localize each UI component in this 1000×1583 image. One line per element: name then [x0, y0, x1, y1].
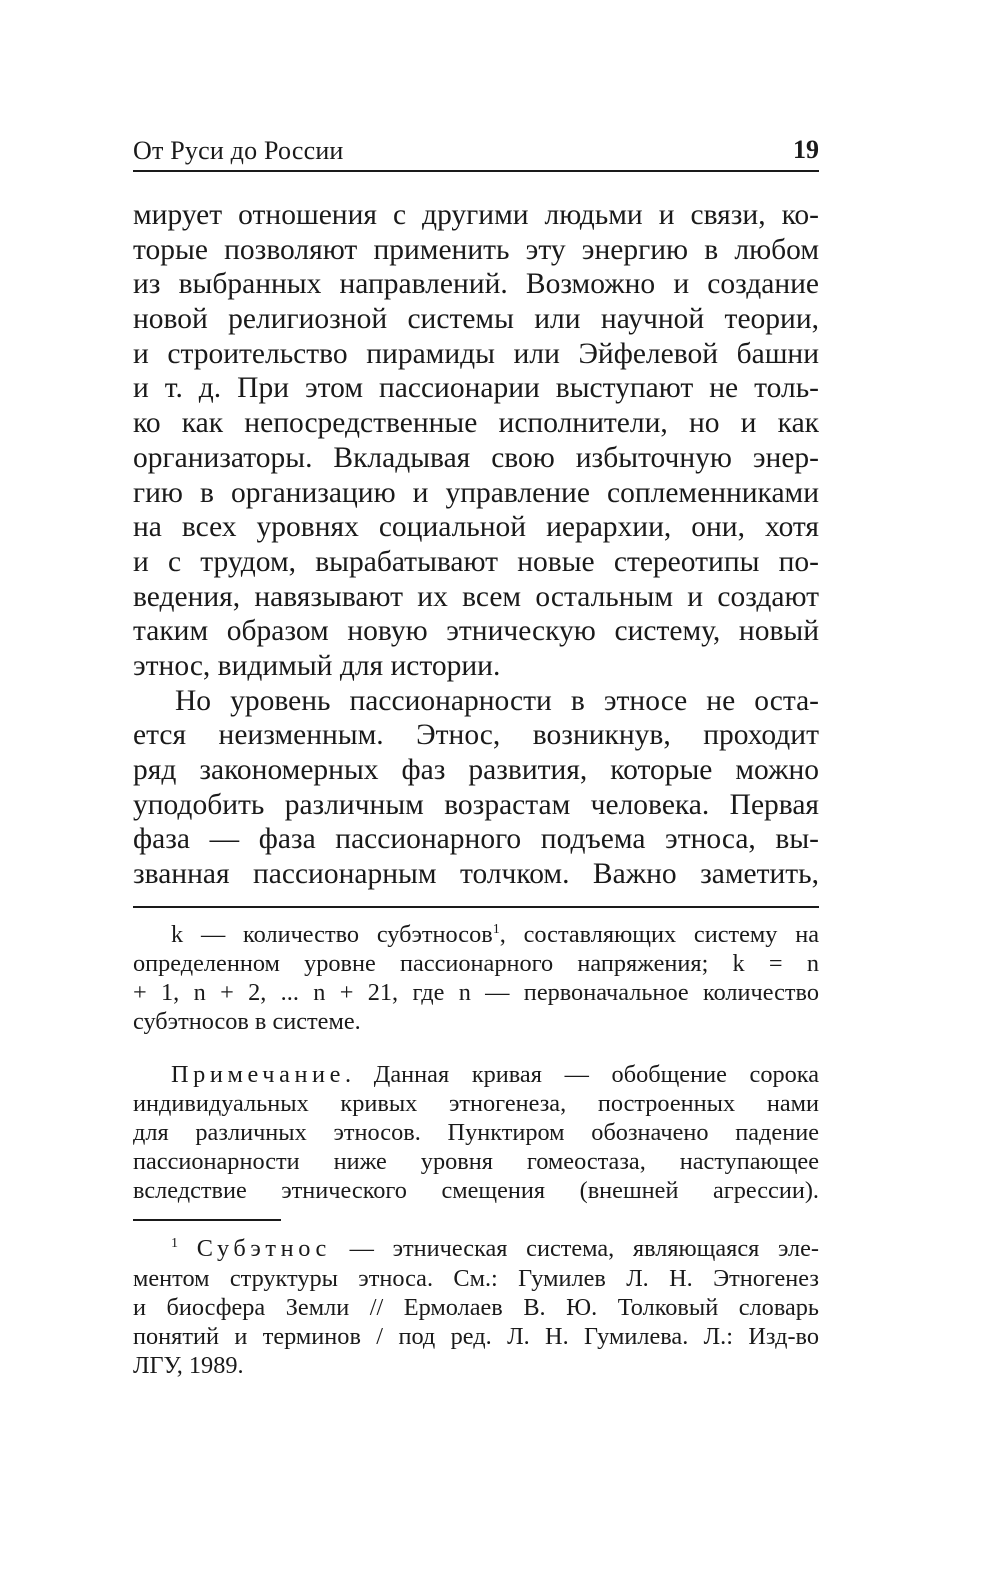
page-number: 19 — [793, 135, 819, 164]
text-line: таким образом новую этническую систему, новый — [133, 615, 819, 648]
body-text — [133, 198, 819, 892]
footnote-line: и биосфера Земли // Ермолаев В. Ю. Толковый словарь — [133, 1293, 819, 1321]
figure-note — [133, 1060, 819, 1206]
note-text: . Данная кривая — обобщение сорока — [345, 1060, 819, 1088]
text-line: и строительство пирамиды или Эйфелевой башни — [133, 337, 819, 370]
text-line: званная пассионарным толчком. Важно заметить, — [133, 858, 819, 891]
text-line: на всех уровнях социальной иерархии, они, хотя — [133, 511, 819, 544]
text-line: этнос, видимый для истории. — [133, 649, 501, 682]
footnote-term: Субэтнос — [196, 1235, 331, 1263]
footnote-line: ЛГУ, 1989. — [133, 1352, 244, 1380]
paragraph-first-line: Но уровень пассионарности в этносе не оста- — [175, 684, 819, 717]
footnote-marker: 1 — [171, 1235, 179, 1252]
text-line: фаза — фаза пассионарного подъема этноса, вы- — [133, 823, 819, 856]
note-line: индивидуальных кривых этногенеза, построенных нами — [133, 1089, 819, 1117]
text-line: и т. д. При этом пассионарии выступают не толь- — [133, 372, 819, 405]
text-line: ряд закономерных фаз развития, которые можно — [133, 754, 819, 786]
legend-term: k — количество субэтносов — [171, 920, 493, 948]
footnote-ref: 1 — [492, 920, 500, 937]
footnote — [133, 1234, 819, 1380]
footnote-line: ментом структуры этноса. См.: Гумилев Л. Н. Этногенез — [133, 1264, 819, 1292]
note-label: Примечание — [171, 1060, 346, 1088]
legend-text: , составляющих систему на — [499, 920, 819, 948]
footnote-divider — [133, 1219, 281, 1221]
figure-legend — [133, 920, 819, 1037]
text-line: ется неизменным. Этнос, возникнув, проходит — [133, 719, 819, 752]
text-line: организаторы. Вкладывая свою избыточную энер- — [133, 441, 819, 474]
note-line: пассионарности ниже уровня гомеостаза, наступающее — [133, 1148, 819, 1176]
text-line: ко как непосредственные исполнители, но и как — [133, 407, 819, 440]
text-line: новой религиозной системы или научной теории, — [133, 303, 819, 336]
legend-line: субэтносов в системе. — [133, 1008, 361, 1036]
running-title: От Руси до России — [133, 136, 344, 165]
legend-line: определенном уровне пассионарного напряжения; k = n — [133, 949, 819, 977]
text-line: торые позволяют применить эту энергию в любом — [133, 233, 819, 266]
note-line — [133, 1060, 819, 1089]
figure-caption-divider — [133, 906, 819, 908]
text-line: мирует отношения с другими людьми и связи, ко- — [133, 199, 819, 231]
footnote-line — [133, 1234, 819, 1263]
footnote-text: — этническая система, являющаяся эле- — [330, 1235, 819, 1263]
footnote-line: понятий и терминов / под ред. Л. Н. Гумилева. Л.: Изд-во — [133, 1323, 819, 1350]
text-line: уподобить различным возрастам человека. Первая — [133, 788, 819, 821]
running-header — [133, 130, 819, 172]
text-line: и с трудом, вырабатывают новые стереотипы по- — [133, 545, 819, 578]
book-page — [133, 130, 819, 1380]
legend-line — [133, 920, 819, 949]
text-line: из выбранных направлений. Возможно и создание — [133, 268, 819, 301]
note-line: вследствие этнического смещения (внешней агрессии). — [133, 1177, 819, 1205]
legend-line: + 1, n + 2, ... n + 21, где n — первоначальное количество — [133, 979, 819, 1007]
text-line: гию в организацию и управление соплеменниками — [133, 476, 819, 509]
text-line: ведения, навязывают их всем остальным и создают — [133, 580, 819, 613]
note-line: для различных этносов. Пунктиром обозначено падение — [133, 1118, 819, 1146]
